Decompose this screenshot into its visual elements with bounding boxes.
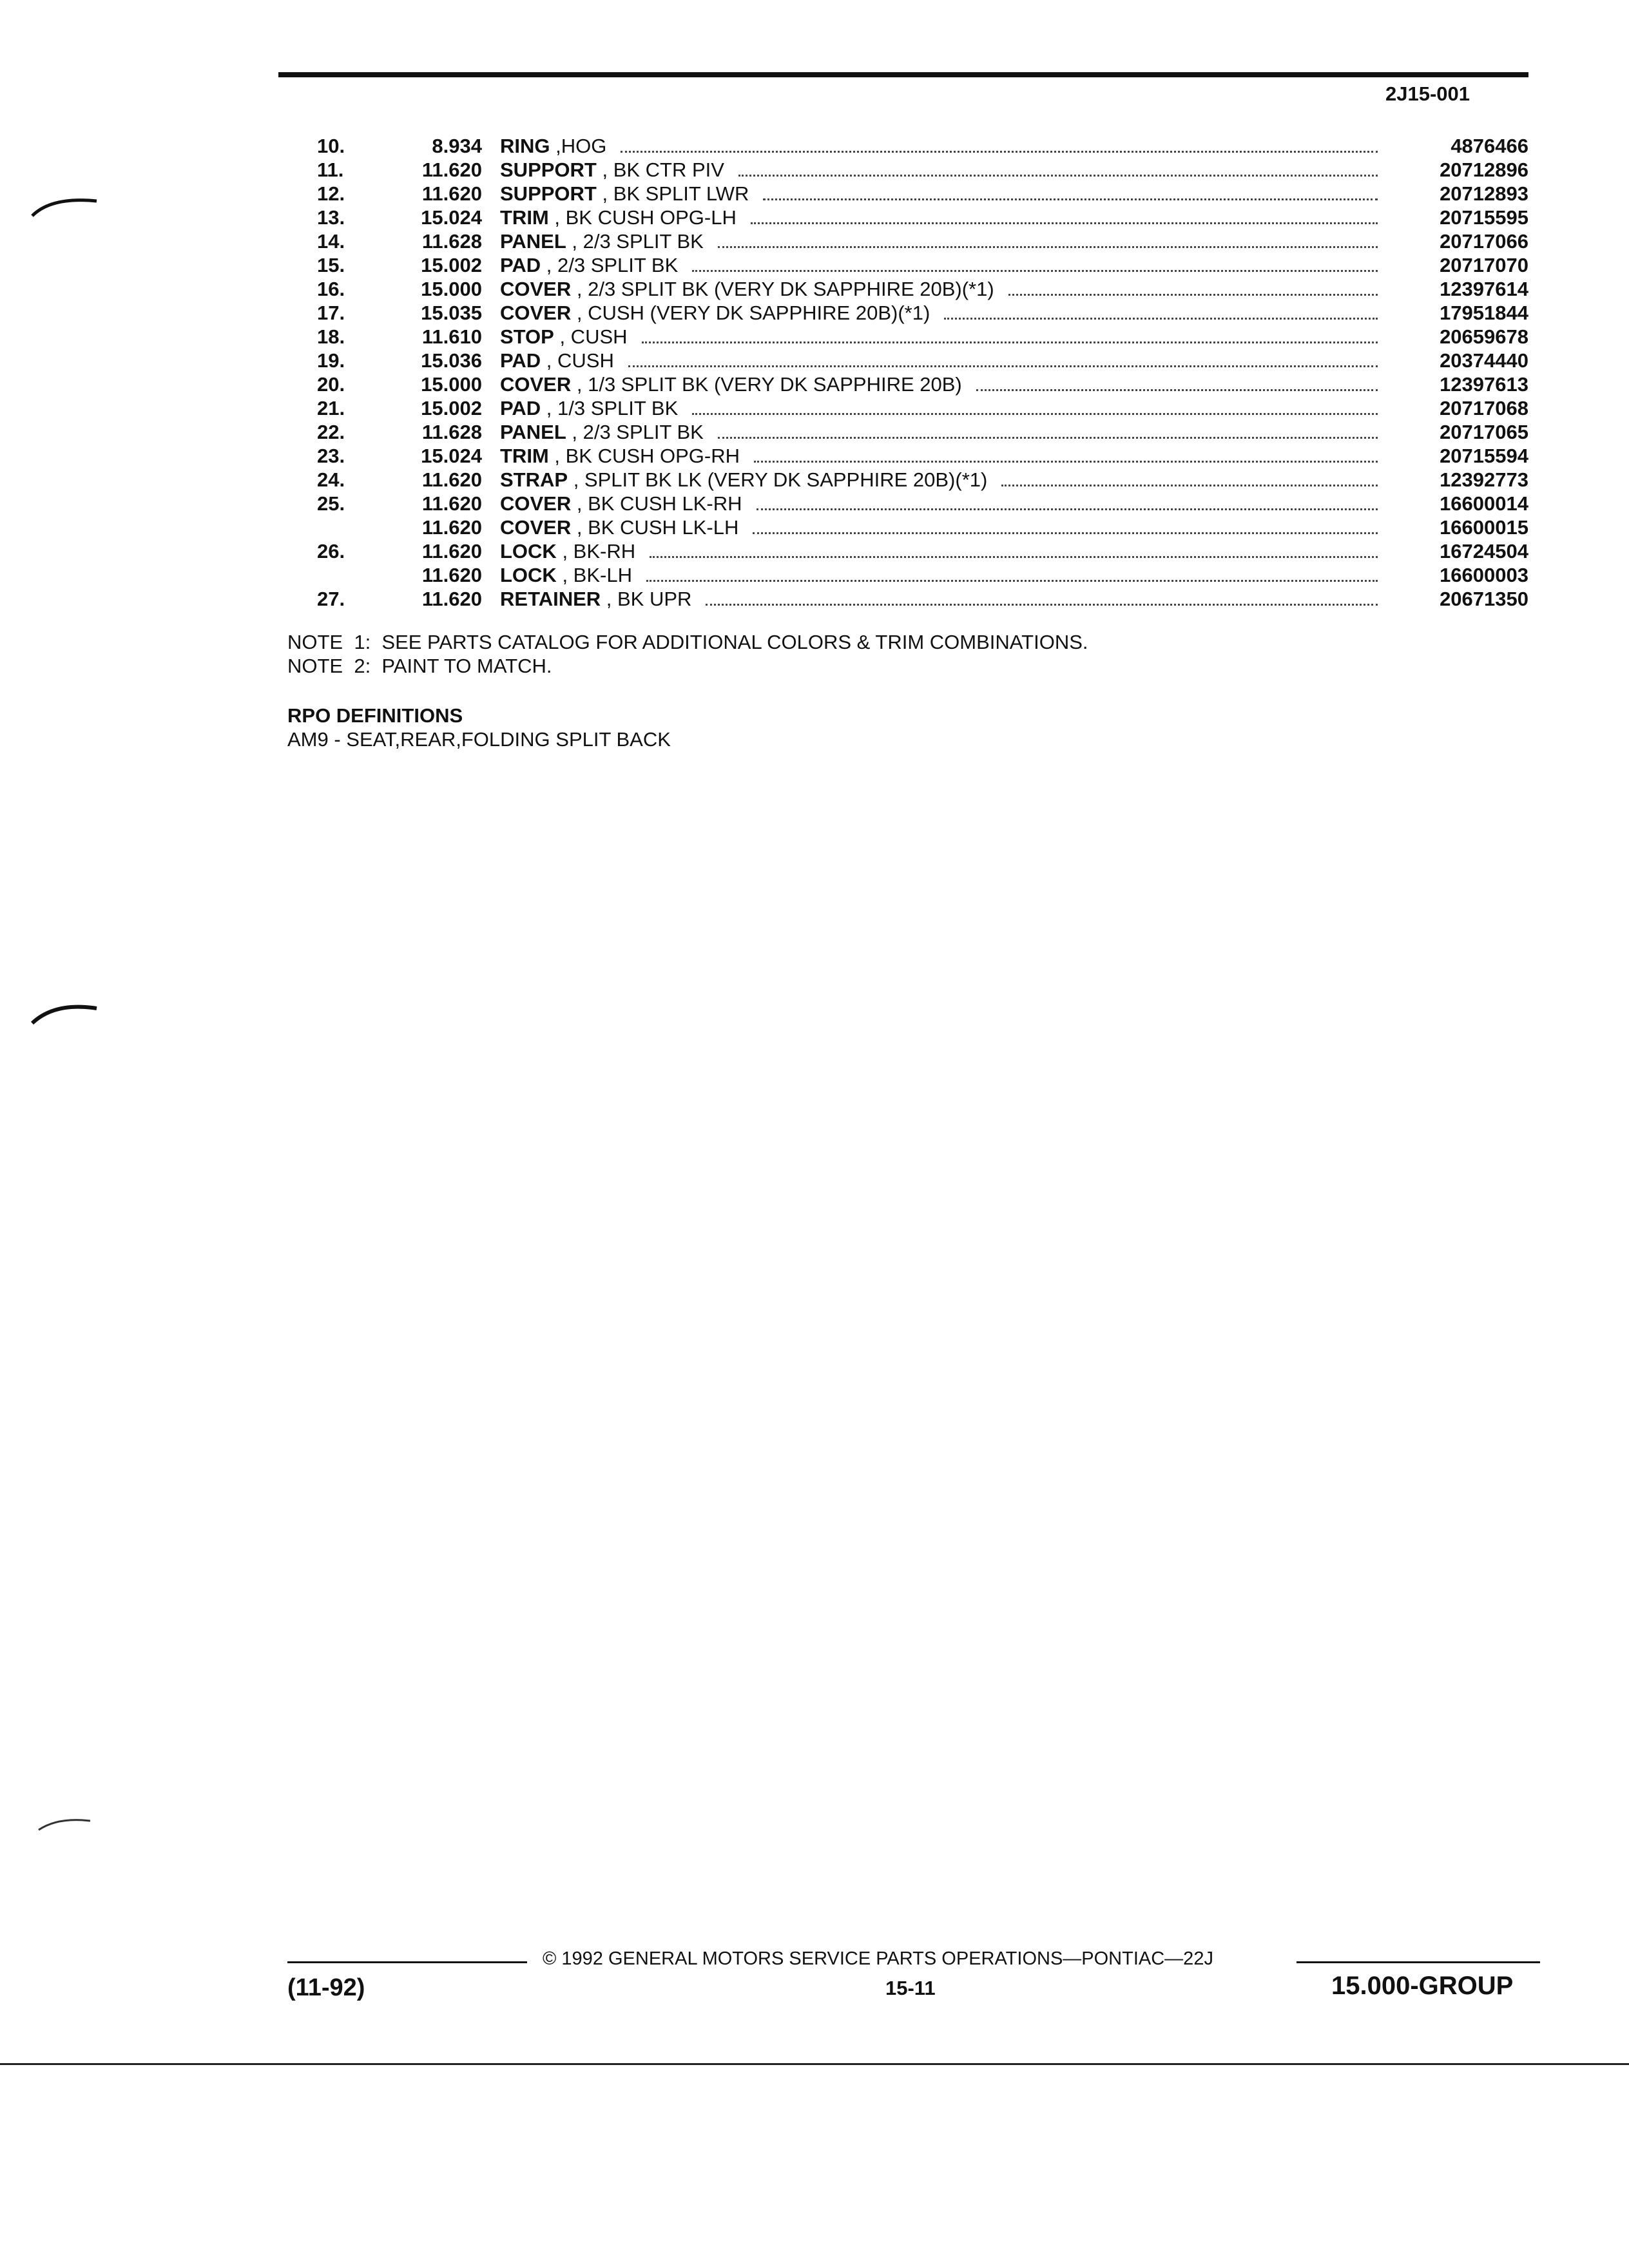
parts-row bbox=[0, 587, 1629, 611]
group-number: 11.620 bbox=[421, 492, 482, 515]
part-number: 20717065 bbox=[1440, 421, 1528, 443]
group-number: 15.024 bbox=[421, 445, 482, 467]
rpo-definitions bbox=[287, 704, 671, 751]
part-noun: RING bbox=[500, 135, 550, 157]
ref-number: 23. bbox=[317, 445, 345, 467]
part-noun: STRAP bbox=[500, 468, 568, 491]
group-number: 15.000 bbox=[421, 278, 482, 300]
dot-leader bbox=[763, 184, 1378, 200]
part-description: , 2/3 SPLIT BK bbox=[541, 254, 679, 276]
parts-row bbox=[0, 253, 1629, 277]
ref-number: 17. bbox=[317, 302, 345, 324]
part-description: , BK CUSH LK-RH bbox=[571, 492, 742, 515]
group-number: 11.620 bbox=[421, 588, 482, 610]
group-number: 15.000 bbox=[421, 373, 482, 396]
part-description: , BK CTR PIV bbox=[596, 159, 724, 181]
description bbox=[500, 396, 1389, 420]
part-noun: PAD bbox=[500, 254, 541, 276]
part-description: , 1/3 SPLIT BK (VERY DK SAPPHIRE 20B) bbox=[571, 373, 962, 396]
description bbox=[500, 182, 1389, 206]
parts-row bbox=[0, 229, 1629, 253]
part-noun: PAD bbox=[500, 349, 541, 372]
description bbox=[500, 587, 1389, 611]
dot-leader bbox=[738, 160, 1378, 177]
description bbox=[500, 325, 1389, 349]
part-noun: SUPPORT bbox=[500, 182, 597, 205]
ref-number: 25. bbox=[317, 492, 345, 515]
ref-number: 16. bbox=[317, 278, 345, 300]
description bbox=[500, 515, 1389, 539]
ref-number: 21. bbox=[317, 397, 345, 419]
ref-number: 19. bbox=[317, 349, 345, 372]
group-number: 11.628 bbox=[421, 421, 482, 443]
footer-page-number: 15-11 bbox=[885, 1977, 936, 1999]
part-number: 20712893 bbox=[1440, 182, 1528, 205]
dot-leader bbox=[1001, 470, 1378, 486]
ref-number: 24. bbox=[317, 468, 345, 491]
hole-punch-mark bbox=[26, 187, 103, 226]
parts-row bbox=[0, 134, 1629, 158]
part-description: , BK-RH bbox=[556, 540, 636, 562]
part-noun: TRIM bbox=[500, 445, 549, 467]
part-noun: COVER bbox=[500, 278, 572, 300]
dot-leader bbox=[753, 518, 1378, 534]
group-number: 15.002 bbox=[421, 397, 482, 419]
note-2: NOTE 2: PAINT TO MATCH. bbox=[287, 655, 552, 677]
part-noun: STOP bbox=[500, 325, 554, 348]
part-number: 20717068 bbox=[1440, 397, 1528, 419]
part-description: , 1/3 SPLIT BK bbox=[541, 397, 679, 419]
ref-number: 12. bbox=[317, 182, 345, 205]
dot-leader bbox=[650, 542, 1378, 558]
part-number: 20671350 bbox=[1440, 588, 1528, 610]
ref-number: 14. bbox=[317, 230, 345, 253]
description bbox=[500, 468, 1389, 492]
group-number: 11.620 bbox=[421, 564, 482, 586]
group-number: 11.620 bbox=[421, 540, 482, 562]
dot-leader bbox=[706, 590, 1378, 606]
part-number: 20717066 bbox=[1440, 230, 1528, 253]
description bbox=[500, 444, 1389, 468]
parts-row bbox=[0, 372, 1629, 396]
ref-number: 27. bbox=[317, 588, 345, 610]
description bbox=[500, 492, 1389, 515]
parts-row bbox=[0, 396, 1629, 420]
group-number: 11.628 bbox=[421, 230, 482, 253]
part-noun: COVER bbox=[500, 373, 572, 396]
dot-leader bbox=[692, 256, 1378, 272]
group-number: 11.610 bbox=[421, 325, 482, 348]
part-number: 20659678 bbox=[1440, 325, 1528, 348]
part-number: 20715595 bbox=[1440, 206, 1528, 229]
description bbox=[500, 134, 1389, 158]
ref-number: 26. bbox=[317, 540, 345, 562]
description bbox=[500, 158, 1389, 182]
group-number: 15.036 bbox=[421, 349, 482, 372]
footer-date: (11-92) bbox=[287, 1974, 365, 2001]
parts-row bbox=[0, 444, 1629, 468]
page-code: 2J15-001 bbox=[1385, 82, 1470, 105]
dot-leader bbox=[718, 423, 1378, 439]
part-noun: RETAINER bbox=[500, 588, 601, 610]
part-noun: COVER bbox=[500, 492, 572, 515]
part-number: 4876466 bbox=[1451, 135, 1528, 157]
dot-leader bbox=[757, 494, 1378, 510]
parts-row bbox=[0, 420, 1629, 444]
ref-number: 10. bbox=[317, 135, 345, 157]
footer-group: 15.000-GROUP bbox=[1331, 1972, 1514, 2000]
part-number: 16600015 bbox=[1440, 516, 1528, 539]
parts-row bbox=[0, 563, 1629, 587]
part-description: , 2/3 SPLIT BK (VERY DK SAPPHIRE 20B)(*1) bbox=[571, 278, 994, 300]
parts-row bbox=[0, 277, 1629, 301]
description bbox=[500, 539, 1389, 563]
dot-leader bbox=[718, 232, 1378, 248]
parts-row bbox=[0, 468, 1629, 492]
part-description: , CUSH (VERY DK SAPPHIRE 20B)(*1) bbox=[571, 302, 930, 324]
part-noun: COVER bbox=[500, 302, 572, 324]
group-number: 11.620 bbox=[421, 468, 482, 491]
part-description: , BK-LH bbox=[556, 564, 632, 586]
part-number: 16724504 bbox=[1440, 540, 1528, 562]
part-number: 12397614 bbox=[1440, 278, 1528, 300]
notes-section bbox=[287, 630, 1088, 678]
part-description: , BK CUSH OPG-LH bbox=[548, 206, 737, 229]
parts-row bbox=[0, 539, 1629, 563]
group-number: 11.620 bbox=[421, 159, 482, 181]
group-number: 15.024 bbox=[421, 206, 482, 229]
parts-row bbox=[0, 515, 1629, 539]
group-number: 15.035 bbox=[421, 302, 482, 324]
part-description: , CUSH bbox=[554, 325, 628, 348]
part-number: 12392773 bbox=[1440, 468, 1528, 491]
part-description: ,HOG bbox=[550, 135, 607, 157]
group-number: 8.934 bbox=[432, 135, 482, 157]
rpo-item: AM9 - SEAT,REAR,FOLDING SPLIT BACK bbox=[287, 728, 671, 751]
description bbox=[500, 349, 1389, 372]
parts-row bbox=[0, 206, 1629, 229]
dot-leader bbox=[692, 399, 1378, 415]
footer-rule bbox=[1296, 1961, 1540, 1963]
description bbox=[500, 277, 1389, 301]
part-noun: LOCK bbox=[500, 540, 557, 562]
hole-punch-mark bbox=[26, 1804, 103, 1843]
part-description: , 2/3 SPLIT BK bbox=[566, 230, 704, 253]
dot-leader bbox=[976, 375, 1378, 391]
part-number: 16600014 bbox=[1440, 492, 1528, 515]
part-noun: PAD bbox=[500, 397, 541, 419]
parts-row bbox=[0, 182, 1629, 206]
scan-edge-line bbox=[0, 2063, 1629, 2065]
parts-row bbox=[0, 349, 1629, 372]
part-noun: LOCK bbox=[500, 564, 557, 586]
note-1: NOTE 1: SEE PARTS CATALOG FOR ADDITIONAL COLORS & TRIM COMBINATIONS. bbox=[287, 631, 1088, 653]
ref-number: 18. bbox=[317, 325, 345, 348]
group-number: 11.620 bbox=[421, 516, 482, 539]
part-number: 20374440 bbox=[1440, 349, 1528, 372]
ref-number: 22. bbox=[317, 421, 345, 443]
parts-row bbox=[0, 492, 1629, 515]
part-description: , BK CUSH LK-LH bbox=[571, 516, 739, 539]
parts-row bbox=[0, 158, 1629, 182]
dot-leader bbox=[751, 208, 1378, 224]
part-number: 16600003 bbox=[1440, 564, 1528, 586]
part-number: 17951844 bbox=[1440, 302, 1528, 324]
description bbox=[500, 206, 1389, 229]
part-number: 20715594 bbox=[1440, 445, 1528, 467]
part-description: , BK SPLIT LWR bbox=[596, 182, 749, 205]
part-number: 12397613 bbox=[1440, 373, 1528, 396]
footer-rule bbox=[287, 1961, 527, 1963]
dot-leader bbox=[646, 566, 1378, 582]
part-noun: PANEL bbox=[500, 421, 566, 443]
part-number: 20712896 bbox=[1440, 159, 1528, 181]
ref-number: 11. bbox=[317, 159, 344, 181]
parts-row bbox=[0, 325, 1629, 349]
description bbox=[500, 563, 1389, 587]
parts-list bbox=[0, 134, 1629, 611]
dot-leader bbox=[628, 351, 1378, 367]
dot-leader bbox=[642, 327, 1378, 343]
ref-number: 13. bbox=[317, 206, 345, 229]
top-rule bbox=[278, 72, 1528, 77]
part-noun: SUPPORT bbox=[500, 159, 597, 181]
parts-row bbox=[0, 301, 1629, 325]
rpo-title: RPO DEFINITIONS bbox=[287, 704, 463, 727]
description bbox=[500, 229, 1389, 253]
part-description: , BK UPR bbox=[601, 588, 692, 610]
ref-number: 20. bbox=[317, 373, 345, 396]
dot-leader bbox=[944, 303, 1378, 320]
description bbox=[500, 372, 1389, 396]
dot-leader bbox=[754, 447, 1378, 463]
part-description: , CUSH bbox=[541, 349, 614, 372]
description bbox=[500, 253, 1389, 277]
hole-punch-mark bbox=[26, 992, 103, 1031]
dot-leader bbox=[621, 137, 1378, 153]
description bbox=[500, 301, 1389, 325]
description bbox=[500, 420, 1389, 444]
footer-copyright: © 1992 GENERAL MOTORS SERVICE PARTS OPERATIONS—PONTIAC—22J bbox=[543, 1948, 1213, 1969]
part-number: 20717070 bbox=[1440, 254, 1528, 276]
part-noun: COVER bbox=[500, 516, 572, 539]
dot-leader bbox=[1008, 280, 1378, 296]
group-number: 11.620 bbox=[421, 182, 482, 205]
part-noun: PANEL bbox=[500, 230, 566, 253]
part-description: , BK CUSH OPG-RH bbox=[548, 445, 740, 467]
part-description: , SPLIT BK LK (VERY DK SAPPHIRE 20B)(*1) bbox=[568, 468, 988, 491]
ref-number: 15. bbox=[317, 254, 345, 276]
part-noun: TRIM bbox=[500, 206, 549, 229]
part-description: , 2/3 SPLIT BK bbox=[566, 421, 704, 443]
group-number: 15.002 bbox=[421, 254, 482, 276]
